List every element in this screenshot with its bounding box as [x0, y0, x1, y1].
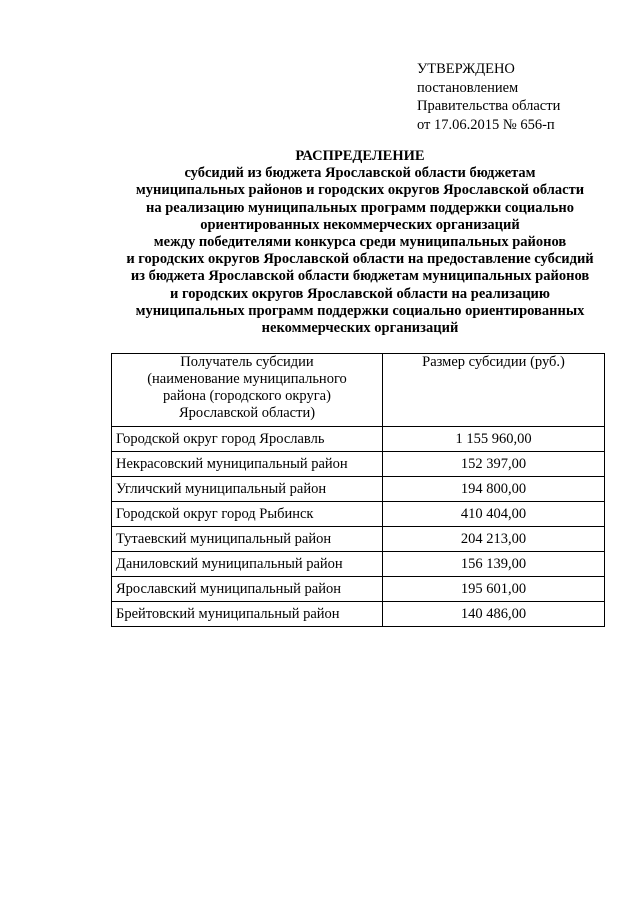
amount-cell: 156 139,00	[383, 552, 605, 577]
recipient-header-line: района (городского округа)	[163, 388, 331, 404]
recipient-header-line: Получатель субсидии	[180, 354, 314, 370]
table-row	[112, 427, 605, 452]
document-title: РАСПРЕДЕЛЕНИЕ	[295, 148, 425, 164]
heading-line: на реализацию муниципальных программ поддержки социально	[145, 199, 575, 216]
recipient-cell: Ярославский муниципальный район	[112, 577, 383, 602]
amount-cell: 194 800,00	[383, 477, 605, 502]
document-heading	[90, 148, 630, 337]
amount-cell: 152 397,00	[383, 452, 605, 477]
recipient-cell: Даниловский муниципальный район	[112, 552, 383, 577]
recipient-header-line: (наименование муниципального	[147, 371, 347, 387]
recipient-cell: Брейтовский муниципальный район	[112, 602, 383, 627]
table-row	[112, 602, 605, 627]
table-header-row	[112, 354, 605, 427]
heading-line: между победителями конкурса среди муниципальных районов	[153, 234, 567, 251]
amount-cell: 1 155 960,00	[383, 427, 605, 452]
heading-line: ориентированных некоммерческих организаций	[200, 216, 520, 233]
heading-line: и городских округов Ярославской области на предоставление субсидий	[126, 251, 594, 268]
recipient-column-header	[112, 354, 383, 427]
amount-cell: 410 404,00	[383, 502, 605, 527]
amount-column-header: Размер субсидии (руб.)	[383, 354, 605, 427]
heading-line: и городских округов Ярославской области на реализацию	[170, 285, 550, 302]
subsidy-distribution-table	[111, 353, 605, 627]
recipient-cell: Городской округ город Рыбинск	[112, 502, 383, 527]
heading-line: муниципальных районов и городских округов Ярославской области	[135, 182, 585, 199]
table-row	[112, 552, 605, 577]
amount-cell: 195 601,00	[383, 577, 605, 602]
approval-government: Правительства области	[417, 98, 561, 114]
table-row	[112, 527, 605, 552]
recipient-cell: Тутаевский муниципальный район	[112, 527, 383, 552]
recipient-header-line: Ярославской области)	[178, 405, 316, 421]
approval-resolution: постановлением	[417, 79, 519, 96]
heading-line: субсидий из бюджета Ярославской области бюджетам	[184, 165, 536, 182]
table-row	[112, 452, 605, 477]
approval-stamp	[417, 60, 560, 134]
approval-date-number: от 17.06.2015 № 656-п	[417, 116, 555, 133]
amount-cell: 204 213,00	[383, 527, 605, 552]
heading-line: некоммерческих организаций	[261, 320, 459, 337]
approval-title: УТВЕРЖДЕНО	[417, 61, 515, 77]
table-row	[112, 577, 605, 602]
recipient-cell: Некрасовский муниципальный район	[112, 452, 383, 477]
recipient-cell: Городской округ город Ярославль	[112, 427, 383, 452]
table-row	[112, 477, 605, 502]
recipient-cell: Угличский муниципальный район	[112, 477, 383, 502]
heading-line: муниципальных программ поддержки социально ориентированных	[135, 302, 585, 319]
heading-line: из бюджета Ярославской области бюджетам муниципальных районов	[130, 268, 590, 285]
table-row	[112, 502, 605, 527]
amount-cell: 140 486,00	[383, 602, 605, 627]
